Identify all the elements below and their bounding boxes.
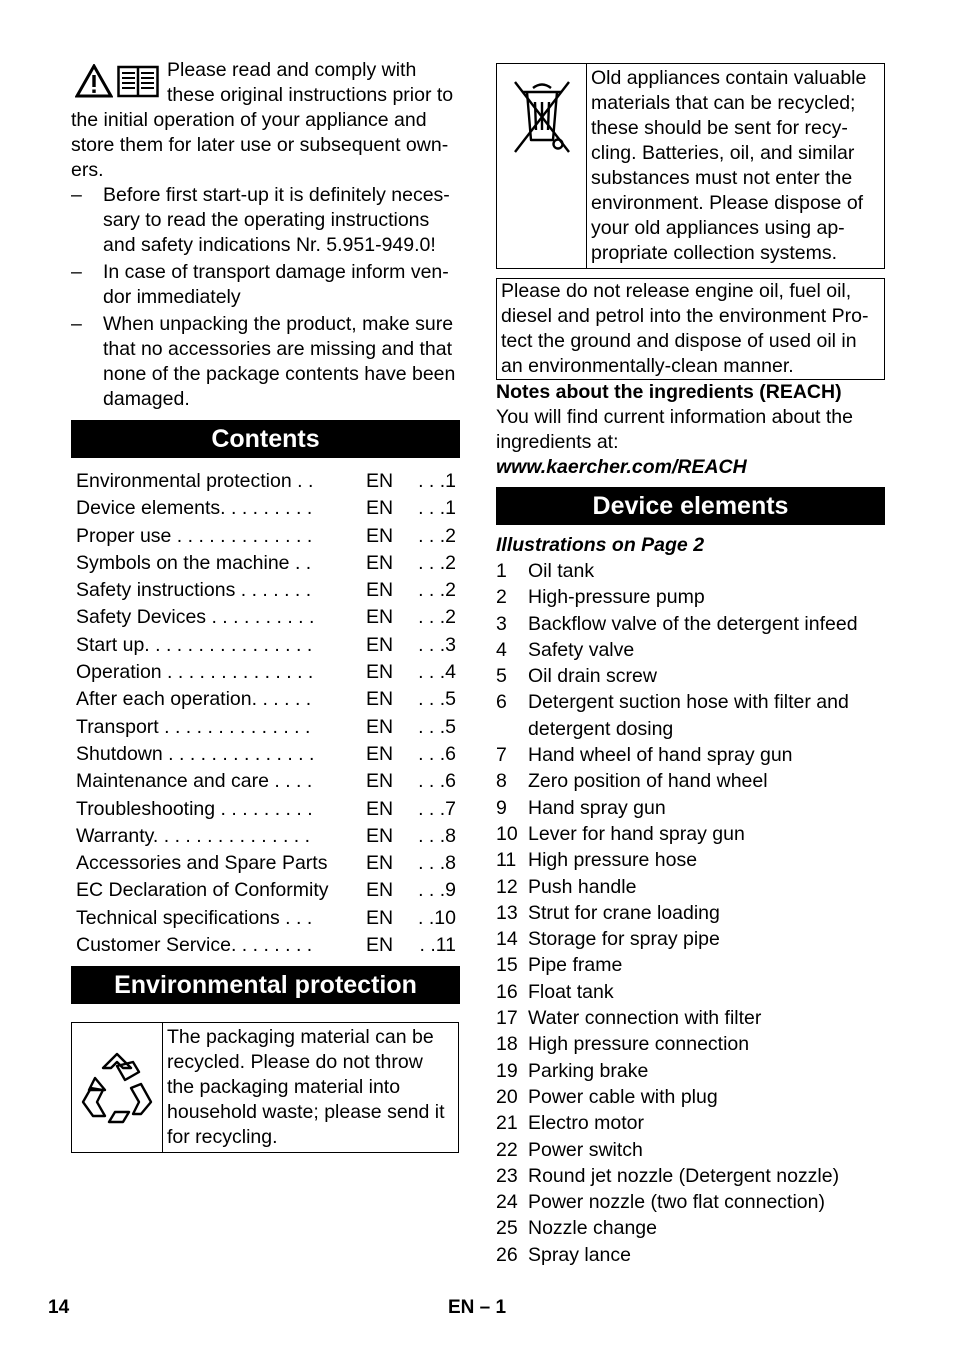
list-item-text: Push handle — [528, 875, 637, 898]
list-item — [496, 1215, 885, 1241]
list-item-text: Hand wheel of hand spray gun — [528, 744, 793, 767]
list-item — [496, 1189, 885, 1215]
toc-page: . . .7 — [418, 797, 456, 820]
toc-row — [71, 877, 460, 904]
toc-page: . . .4 — [418, 661, 456, 684]
list-item — [496, 1137, 885, 1163]
toc-page: . . .9 — [418, 879, 456, 902]
list-item — [496, 1163, 885, 1189]
list-item-text: Lever for hand spray gun — [528, 822, 745, 845]
toc-lang: EN — [366, 770, 394, 793]
list-item-number: 16 — [496, 980, 518, 1003]
list-item-text: Parking brake — [528, 1059, 649, 1082]
manual-book-icon — [117, 64, 159, 98]
list-item-number: 13 — [496, 901, 518, 924]
toc-row — [71, 714, 460, 741]
list-item-text: Oil drain screw — [528, 665, 657, 688]
list-item-text: Hand spray gun — [528, 796, 666, 819]
toc-page: . .10 — [418, 906, 456, 929]
toc-title: Accessories and Spare Parts — [76, 852, 328, 875]
toc-page: . . .5 — [418, 688, 456, 711]
list-item — [496, 689, 885, 742]
toc-page: . . .8 — [418, 824, 456, 847]
toc-lang: EN — [366, 688, 394, 711]
toc-lang: EN — [366, 661, 394, 684]
intro-bullet: – In case of transport damage inform ven-dor immediately — [71, 260, 460, 310]
intro-bullet: – Before first start-up it is definitely neces-sary to read the operating instructions and safety indications Nr. 5.951-949.0! — [71, 183, 460, 258]
list-item-text: Pipe frame — [528, 954, 623, 977]
list-item — [496, 952, 885, 978]
toc-title: Symbols on the machine . . — [76, 551, 312, 574]
toc-row — [71, 905, 460, 932]
list-item — [496, 1031, 885, 1057]
list-item-number: 6 — [496, 691, 507, 714]
list-item — [496, 847, 885, 873]
toc-row — [71, 686, 460, 713]
toc-title: Device elements. . . . . . . . . — [76, 497, 313, 520]
list-item — [496, 821, 885, 847]
recycling-icon — [79, 1050, 155, 1126]
toc-title: Operation . . . . . . . . . . . . . . — [76, 661, 314, 684]
toc-row — [71, 550, 460, 577]
toc-row — [71, 823, 460, 850]
list-item-number: 4 — [496, 638, 507, 661]
list-item-text: Nozzle change — [528, 1217, 657, 1240]
toc-title: Proper use . . . . . . . . . . . . . — [76, 524, 313, 547]
list-item — [496, 979, 885, 1005]
list-item-number: 10 — [496, 822, 518, 845]
toc-row — [71, 523, 460, 550]
toc-row — [71, 932, 460, 959]
list-item — [496, 584, 885, 610]
list-item — [496, 795, 885, 821]
footer-lang-page: EN – 1 — [448, 1297, 507, 1318]
toc-lang: EN — [366, 606, 394, 629]
list-item-text: Power switch — [528, 1138, 643, 1161]
toc-page: . . .8 — [418, 852, 456, 875]
intro-text: Please read and comply with these original instructions prior to the initial operation of your appliance and store them for later use or subsequent own-ers. — [71, 59, 454, 181]
list-item-number: 26 — [496, 1243, 518, 1266]
list-item-text: Spray lance — [528, 1243, 631, 1266]
list-item-number: 5 — [496, 665, 507, 688]
toc-row — [71, 604, 460, 631]
toc-title: Safety instructions . . . . . . . — [76, 579, 312, 602]
list-item — [496, 900, 885, 926]
list-item-text: Storage for spray pipe — [528, 928, 720, 951]
toc-lang: EN — [366, 551, 394, 574]
toc-title: Environmental protection . . — [76, 470, 314, 492]
list-item-number: 11 — [496, 849, 517, 872]
toc-title: Customer Service. . . . . . . . — [76, 934, 313, 957]
page-number: 14 — [48, 1297, 70, 1318]
toc-lang: EN — [366, 715, 394, 738]
contents-heading: Contents — [71, 420, 460, 458]
intro-icons — [75, 64, 159, 98]
toc-page: . .11 — [419, 934, 456, 957]
toc-row — [71, 768, 460, 795]
list-item-number: 3 — [496, 612, 507, 635]
toc-title: Technical specifications . . . — [76, 906, 313, 929]
toc-lang: EN — [366, 824, 394, 847]
toc-page: . . .1 — [418, 470, 456, 492]
toc-title: Warranty. . . . . . . . . . . . . . . — [76, 824, 311, 847]
toc-title: EC Declaration of Conformity — [76, 879, 329, 902]
toc-page: . . .6 — [418, 742, 456, 765]
list-item-text: High pressure hose — [528, 849, 698, 872]
list-item-text: Power cable with plug — [528, 1085, 718, 1108]
intro-bullet-text: In case of transport damage inform ven-dor immediately — [103, 261, 449, 308]
list-item-number: 2 — [496, 586, 507, 609]
list-item-number: 9 — [496, 796, 507, 819]
list-item — [496, 1110, 885, 1136]
table-of-contents — [71, 468, 460, 959]
illustrations-subheading: Illustrations on Page 2 — [496, 534, 705, 556]
list-item — [496, 558, 885, 584]
list-item — [496, 1058, 885, 1084]
device-elements-heading: Device elements — [496, 487, 885, 525]
toc-row — [71, 495, 460, 522]
list-item-text: Zero position of hand wheel — [528, 770, 768, 793]
toc-lang: EN — [366, 497, 394, 520]
toc-row — [71, 741, 460, 768]
intro-section — [71, 58, 460, 412]
toc-title: Start up. . . . . . . . . . . . . . . . — [76, 633, 313, 656]
toc-page: . . .2 — [418, 579, 456, 602]
list-item-number: 17 — [496, 1007, 518, 1030]
left-column — [71, 58, 460, 1153]
list-item — [496, 637, 885, 663]
list-item-number: 14 — [496, 928, 518, 951]
old-appliances-text: Old appliances contain valuable materials that can be recycled; these should be sent for recy-cling. Batteries, oil, and similar substances must not enter the environment. Please dispose of your old appliances using ap-propriate collection systems. — [591, 67, 867, 264]
right-column — [496, 63, 885, 1268]
toc-title: Troubleshooting . . . . . . . . . — [76, 797, 313, 820]
toc-page: . . .2 — [418, 524, 456, 547]
list-item — [496, 874, 885, 900]
list-item-text: Strut for crane loading — [528, 901, 720, 924]
list-item-number: 1 — [496, 560, 507, 582]
list-item-number: 19 — [496, 1059, 518, 1082]
toc-row — [71, 577, 460, 604]
list-item — [496, 1005, 885, 1031]
list-item — [496, 611, 885, 637]
toc-page: . . .2 — [418, 606, 456, 629]
packaging-notice-box — [71, 1022, 459, 1153]
toc-lang: EN — [366, 633, 394, 656]
toc-lang: EN — [366, 470, 394, 492]
list-item-number: 7 — [496, 744, 507, 767]
list-item-text: Oil tank — [528, 560, 595, 582]
list-item-text: Water connection with filter — [528, 1007, 762, 1030]
list-item — [496, 1084, 885, 1110]
packaging-notice-text: The packaging material can be recycled. Please do not throw the packaging material into household waste; please send it for recycling. — [167, 1026, 445, 1149]
toc-title: After each operation. . . . . . — [76, 688, 312, 711]
list-item — [496, 768, 885, 794]
toc-lang: EN — [366, 579, 394, 602]
toc-title: Safety Devices . . . . . . . . . . — [76, 606, 315, 629]
toc-lang: EN — [366, 797, 394, 820]
reach-title: Notes about the ingredients (REACH) — [496, 381, 842, 403]
toc-lang: EN — [366, 524, 394, 547]
list-item-number: 18 — [496, 1033, 518, 1056]
list-item-text: Round jet nozzle (Detergent nozzle) — [528, 1164, 840, 1187]
list-item-text: Safety valve — [528, 638, 635, 661]
toc-page: . . .3 — [418, 633, 456, 656]
toc-lang: EN — [366, 742, 394, 765]
list-item-text: High pressure connection — [528, 1033, 750, 1056]
list-item-number: 15 — [496, 954, 518, 977]
toc-page: . . .5 — [418, 715, 456, 738]
toc-row — [71, 659, 460, 686]
toc-row — [71, 796, 460, 823]
oil-disposal-box: Please do not release engine oil, fuel oil, diesel and petrol into the environment Pro-tect the ground and dispose of used oil in an environmentally-clean manner. — [496, 278, 885, 380]
list-item-text: Float tank — [528, 980, 614, 1003]
list-item-number: 12 — [496, 875, 518, 898]
toc-page: . . .6 — [418, 770, 456, 793]
list-item-number: 25 — [496, 1217, 518, 1240]
toc-page: . . .1 — [418, 497, 456, 520]
intro-bullet-text: Before first start-up it is definitely neces-sary to read the operating instructions and safety indications Nr. 5.951-949.0! — [103, 184, 450, 256]
list-item-number: 22 — [496, 1138, 518, 1161]
list-item-text: Detergent suction hose with filter and detergent dosing — [528, 691, 849, 740]
environment-heading: Environmental protection — [71, 966, 460, 1004]
reach-text: You will find current information about the ingredients at: — [496, 406, 853, 453]
reach-url: www.kaercher.com/REACH — [496, 456, 747, 478]
toc-title: Maintenance and care . . . . — [76, 770, 313, 793]
list-item-number: 23 — [496, 1164, 518, 1187]
toc-lang: EN — [366, 879, 394, 902]
crossed-bin-icon — [509, 78, 575, 156]
list-item-number: 8 — [496, 770, 507, 793]
toc-lang: EN — [366, 906, 394, 929]
list-item-number: 20 — [496, 1085, 518, 1108]
device-elements-list — [496, 558, 885, 1268]
list-item-text: Power nozzle (two flat connection) — [528, 1191, 825, 1214]
list-item-number: 24 — [496, 1191, 518, 1214]
list-item-text: Backflow valve of the detergent infeed — [528, 612, 858, 635]
toc-lang: EN — [366, 934, 394, 957]
list-item — [496, 742, 885, 768]
warning-triangle-icon — [75, 64, 113, 98]
intro-bullet-text: When unpacking the product, make sure that no accessories are missing and that none of the package contents have been damaged. — [103, 313, 456, 410]
list-item-number: 21 — [496, 1112, 518, 1135]
toc-row — [71, 632, 460, 659]
list-item — [496, 663, 885, 689]
toc-row — [71, 468, 460, 495]
list-item — [496, 1242, 885, 1268]
intro-bullet: – When unpacking the product, make sure that no accessories are missing and that none of the package contents have been damaged. — [71, 312, 460, 412]
toc-title: Shutdown . . . . . . . . . . . . . . — [76, 742, 315, 765]
toc-page: . . .2 — [418, 551, 456, 574]
list-item — [496, 926, 885, 952]
toc-title: Transport . . . . . . . . . . . . . . — [76, 715, 311, 738]
toc-lang: EN — [366, 852, 394, 875]
list-item-text: Electro motor — [528, 1112, 644, 1135]
toc-row — [71, 850, 460, 877]
old-appliances-box — [496, 63, 885, 269]
list-item-text: High-pressure pump — [528, 586, 705, 609]
